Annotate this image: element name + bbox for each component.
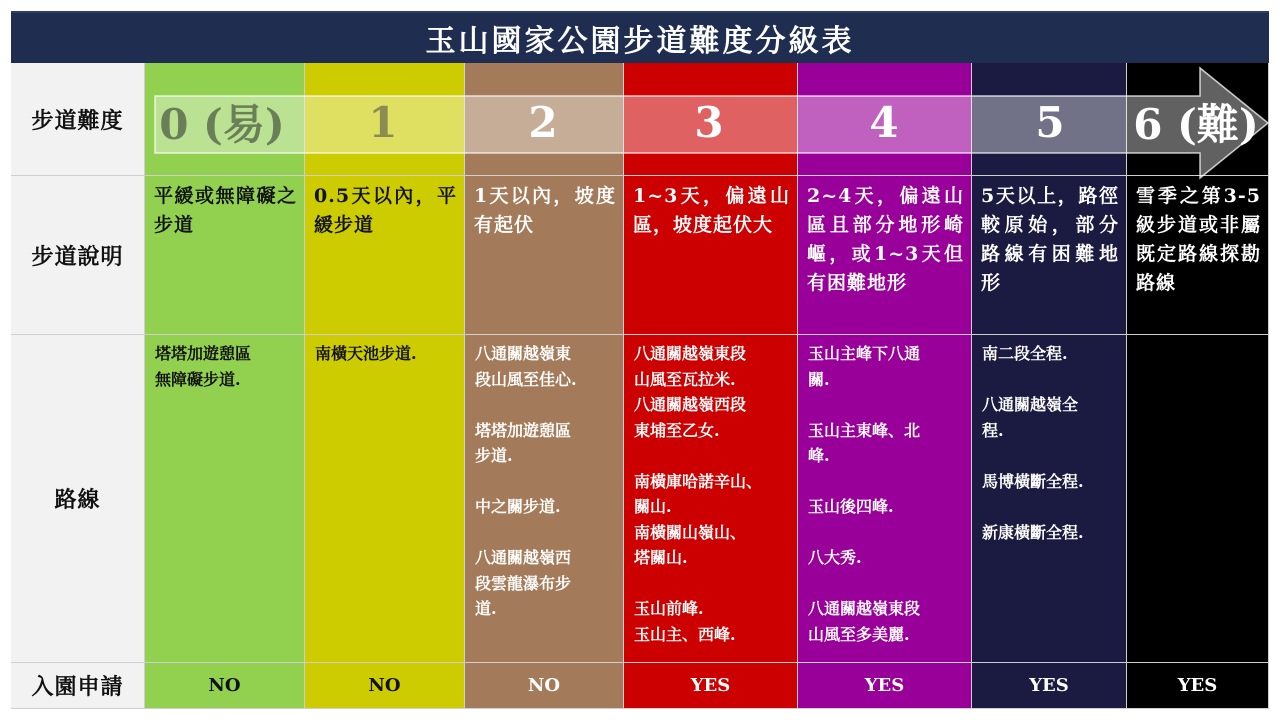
level-5-routes: 南二段全程. 八通關越嶺全 程. 馬博橫斷全程. 新康橫斷全程. bbox=[972, 335, 1127, 663]
level-6-description: 雪季之第3-5級步道或非屬既定路線探勘路線 bbox=[1127, 176, 1269, 335]
level-2-label: 2 bbox=[528, 97, 558, 147]
level-2-description: 1天以內，坡度有起伏 bbox=[465, 176, 624, 335]
row-header-routes: 路線 bbox=[11, 335, 145, 663]
level-2-routes: 八通關越嶺東 段山風至佳心. 塔塔加遊憩區 步道. 中之關步道. 八通關越嶺西 段雲龍瀑布步 道. bbox=[465, 335, 624, 663]
level-1-description: 0.5天以內，平緩步道 bbox=[305, 176, 465, 335]
level-0-permit: NO bbox=[145, 663, 305, 709]
level-4-routes: 玉山主峰下八通 關. 玉山主東峰、北 峰. 玉山後四峰. 八大秀. 八通關越嶺東段 山風至多美麗. bbox=[798, 335, 972, 663]
level-5-label: 5 bbox=[1035, 97, 1065, 147]
level-3-label: 3 bbox=[694, 97, 724, 147]
level-0-routes: 塔塔加遊憩區 無障礙步道. bbox=[145, 335, 305, 663]
level-0-label: 0 (易) bbox=[159, 100, 285, 149]
row-header-difficulty: 步道難度 bbox=[11, 63, 145, 176]
level-1-routes: 南橫天池步道. bbox=[305, 335, 465, 663]
level-5-description: 5天以上，路徑較原始，部分路線有困難地形 bbox=[972, 176, 1127, 335]
level-4-description: 2~4天，偏遠山區且部分地形崎嶇，或1~3天但有困難地形 bbox=[798, 176, 972, 335]
level-2-permit: NO bbox=[465, 663, 624, 709]
level-6-label: 6 (難) bbox=[1133, 100, 1259, 149]
level-6-permit: YES bbox=[1127, 663, 1269, 709]
level-4-permit: YES bbox=[798, 663, 972, 709]
level-3-routes: 八通關越嶺東段 山風至瓦拉米. 八通關越嶺西段 東埔至乙女. 南橫庫哈諾辛山、 關山. 南橫關山嶺山、 塔關山. 玉山前峰. 玉山主、西峰. bbox=[624, 335, 798, 663]
row-header-permit: 入園申請 bbox=[11, 663, 145, 709]
level-1-label: 1 bbox=[368, 97, 398, 147]
table-title: 玉山國家公園步道難度分級表 bbox=[11, 11, 1269, 63]
level-4-label: 4 bbox=[869, 97, 899, 147]
level-3-description: 1~3天，偏遠山區，坡度起伏大 bbox=[624, 176, 798, 335]
level-3-permit: YES bbox=[624, 663, 798, 709]
level-1-permit: NO bbox=[305, 663, 465, 709]
level-5-permit: YES bbox=[972, 663, 1127, 709]
level-0-description: 平緩或無障礙之步道 bbox=[145, 176, 305, 335]
row-header-description: 步道說明 bbox=[11, 176, 145, 335]
